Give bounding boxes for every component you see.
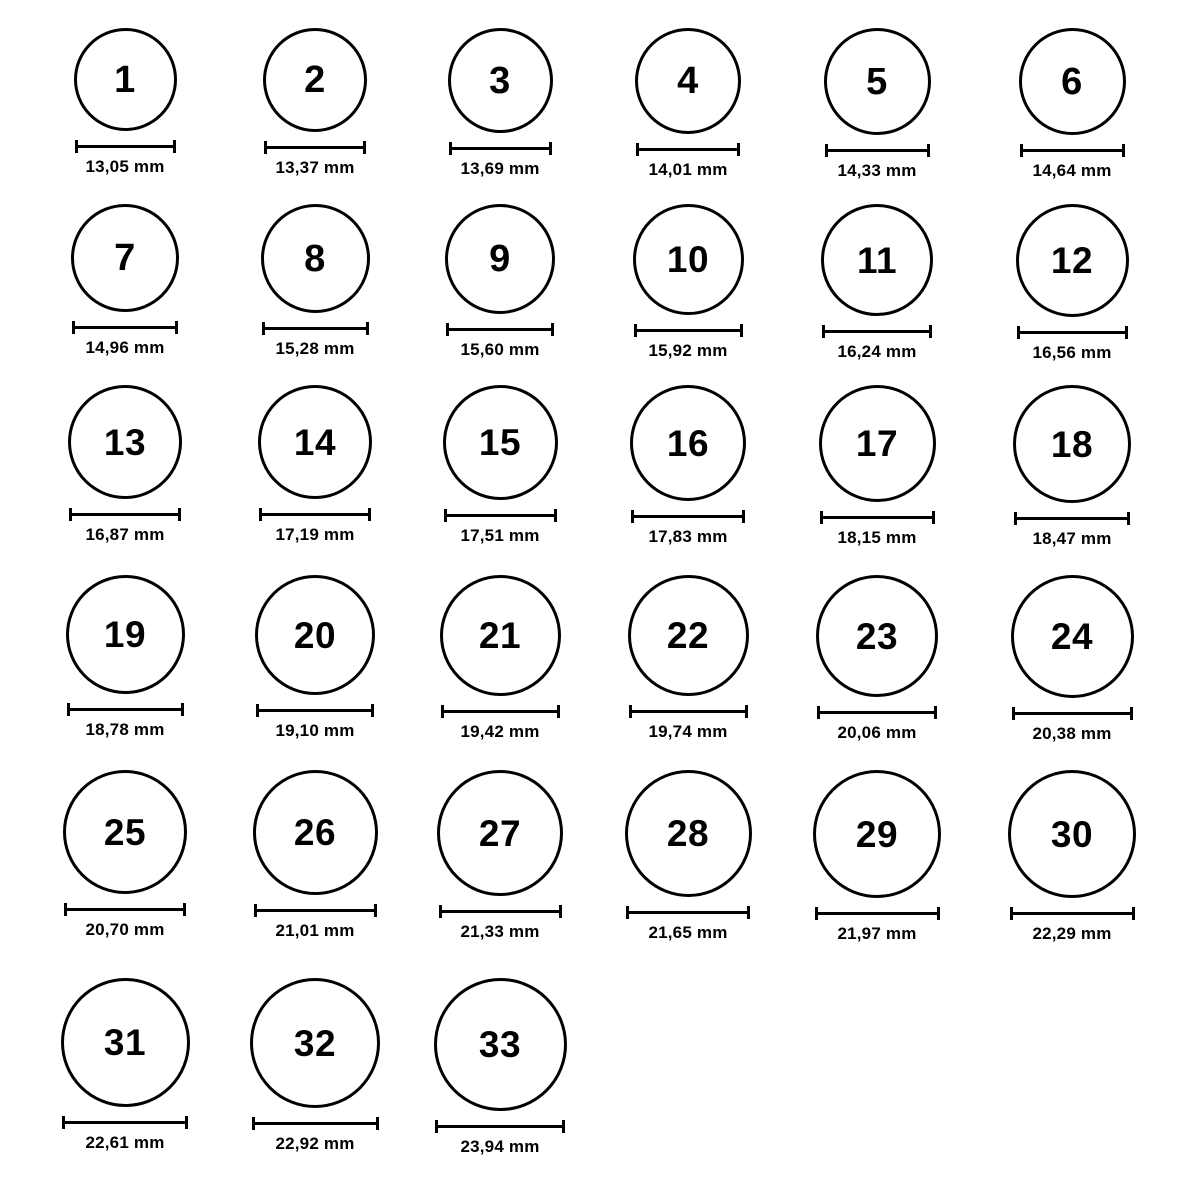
diameter-label: 17,83 mm xyxy=(648,527,728,546)
diameter-label: 17,19 mm xyxy=(275,525,355,544)
ring-circle xyxy=(633,204,744,315)
ring-circle xyxy=(63,770,187,894)
ring-circle xyxy=(1013,385,1131,503)
measure-cap-left xyxy=(72,321,75,334)
measure-cap-left xyxy=(444,509,447,522)
diameter-label: 15,60 mm xyxy=(460,340,540,359)
ring-size-number: 19 xyxy=(103,614,147,655)
ring-circle xyxy=(635,28,741,134)
measure-cap-right xyxy=(371,704,374,717)
ring-circle xyxy=(440,575,561,696)
ring-circle xyxy=(71,204,179,312)
ring-circle xyxy=(630,385,746,501)
ring-size-number: 4 xyxy=(677,60,699,102)
ring-size-number: 20 xyxy=(293,614,337,656)
ring-size-cell xyxy=(448,28,553,179)
ring-circle xyxy=(816,575,938,697)
diameter-measure-bar xyxy=(254,904,377,915)
ring-circle xyxy=(1019,28,1126,135)
measure-cap-right xyxy=(742,510,745,523)
ring-size-number: 24 xyxy=(1050,616,1094,657)
measure-rule xyxy=(1017,331,1128,334)
diameter-measure-bar xyxy=(1017,326,1128,337)
measure-cap-right xyxy=(740,324,743,337)
diameter-measure-bar xyxy=(1020,144,1125,155)
ring-size-number: 11 xyxy=(856,239,898,281)
measure-cap-right xyxy=(1125,326,1128,339)
ring-circle xyxy=(74,28,177,131)
measure-rule xyxy=(815,912,940,915)
ring-size-cell xyxy=(635,28,741,180)
diameter-measure-bar xyxy=(1010,907,1135,918)
diameter-measure-bar xyxy=(1012,707,1133,718)
ring-circle xyxy=(1011,575,1134,698)
diameter-label: 20,38 mm xyxy=(1032,724,1112,743)
measure-cap-left xyxy=(634,324,637,337)
ring-size-number: 6 xyxy=(1061,60,1083,103)
ring-circle xyxy=(625,770,752,897)
measure-cap-right xyxy=(551,323,554,336)
measure-rule xyxy=(629,710,748,713)
measure-rule xyxy=(62,1121,188,1124)
diameter-label: 22,61 mm xyxy=(85,1133,165,1152)
measure-cap-left xyxy=(825,144,828,157)
measure-cap-right xyxy=(374,904,377,917)
diameter-measure-bar xyxy=(825,144,930,155)
measure-cap-left xyxy=(626,906,629,919)
diameter-measure-bar xyxy=(822,325,932,336)
diameter-label: 16,24 mm xyxy=(837,342,917,361)
measure-cap-right xyxy=(747,906,750,919)
ring-circle xyxy=(61,978,190,1107)
measure-cap-left xyxy=(64,903,67,916)
ring-circle xyxy=(250,978,380,1108)
diameter-label: 21,65 mm xyxy=(648,923,728,942)
measure-rule xyxy=(254,909,377,912)
ring-circle xyxy=(824,28,931,135)
measure-cap-right xyxy=(1130,707,1133,720)
measure-cap-left xyxy=(446,323,449,336)
measure-cap-right xyxy=(181,703,184,716)
diameter-measure-bar xyxy=(435,1120,565,1131)
diameter-measure-bar xyxy=(62,1116,188,1127)
ring-size-cell xyxy=(628,575,749,742)
diameter-label: 21,33 mm xyxy=(460,922,540,941)
measure-rule xyxy=(1010,912,1135,915)
diameter-measure-bar xyxy=(1014,512,1130,523)
measure-rule xyxy=(72,326,178,329)
ring-circle xyxy=(263,28,367,132)
diameter-label: 23,94 mm xyxy=(460,1137,540,1156)
measure-rule xyxy=(1014,517,1130,520)
measure-cap-left xyxy=(259,508,262,521)
ring-size-number: 17 xyxy=(855,423,899,464)
ring-size-number: 8 xyxy=(304,237,326,280)
measure-rule xyxy=(820,516,935,519)
measure-cap-right xyxy=(737,143,740,156)
diameter-label: 14,01 mm xyxy=(648,160,728,179)
ring-size-number: 1 xyxy=(114,58,136,101)
ring-size-number: 30 xyxy=(1050,813,1094,855)
measure-cap-right xyxy=(554,509,557,522)
measure-rule xyxy=(822,330,932,333)
ring-size-cell xyxy=(263,28,367,178)
measure-rule xyxy=(636,148,740,151)
diameter-measure-bar xyxy=(631,510,745,521)
ring-size-cell xyxy=(434,978,567,1157)
diameter-label: 19,42 mm xyxy=(460,722,540,741)
diameter-label: 19,10 mm xyxy=(275,721,355,740)
ring-size-cell xyxy=(813,770,941,944)
ring-size-cell xyxy=(255,575,375,741)
ring-size-number: 14 xyxy=(293,421,337,463)
ring-size-number: 9 xyxy=(489,238,511,280)
measure-rule xyxy=(444,514,557,517)
measure-cap-left xyxy=(815,907,818,920)
diameter-label: 14,33 mm xyxy=(837,161,917,180)
diameter-label: 19,74 mm xyxy=(648,722,728,741)
measure-rule xyxy=(256,709,374,712)
ring-size-number: 3 xyxy=(489,59,511,102)
diameter-measure-bar xyxy=(820,511,935,522)
diameter-measure-bar xyxy=(252,1117,379,1128)
diameter-label: 15,92 mm xyxy=(648,341,728,360)
measure-cap-left xyxy=(262,322,265,335)
measure-cap-right xyxy=(929,325,932,338)
measure-cap-left xyxy=(264,141,267,154)
measure-cap-left xyxy=(75,140,78,153)
ring-circle xyxy=(819,385,936,502)
ring-circle xyxy=(434,978,567,1111)
diameter-label: 22,92 mm xyxy=(275,1134,355,1153)
diameter-label: 13,05 mm xyxy=(85,157,165,176)
measure-rule xyxy=(825,149,930,152)
ring-circle xyxy=(448,28,553,133)
diameter-label: 17,51 mm xyxy=(460,526,540,545)
ring-size-cell xyxy=(443,385,558,546)
ring-circle xyxy=(68,385,182,499)
measure-cap-right xyxy=(376,1117,379,1130)
measure-rule xyxy=(1020,149,1125,152)
ring-size-number: 21 xyxy=(478,615,522,656)
measure-cap-right xyxy=(1132,907,1135,920)
measure-cap-right xyxy=(562,1120,565,1133)
ring-circle xyxy=(261,204,370,313)
measure-cap-left xyxy=(822,325,825,338)
measure-cap-left xyxy=(69,508,72,521)
ring-size-cell xyxy=(821,204,933,362)
ring-size-number: 7 xyxy=(114,237,136,279)
diameter-measure-bar xyxy=(72,321,178,332)
ring-size-cell xyxy=(437,770,563,942)
measure-cap-right xyxy=(366,322,369,335)
measure-cap-right xyxy=(173,140,176,153)
ring-size-cell xyxy=(625,770,752,943)
diameter-measure-bar xyxy=(64,903,186,914)
ring-size-number: 25 xyxy=(103,811,147,853)
measure-cap-left xyxy=(820,511,823,524)
ring-size-cell xyxy=(824,28,931,181)
diameter-measure-bar xyxy=(817,706,937,717)
measure-cap-right xyxy=(932,511,935,524)
diameter-label: 16,87 mm xyxy=(85,525,165,544)
measure-rule xyxy=(262,327,369,330)
ring-size-number: 2 xyxy=(304,59,326,101)
measure-cap-left xyxy=(817,706,820,719)
ring-size-number: 22 xyxy=(666,615,710,656)
ring-size-cell xyxy=(440,575,561,742)
measure-rule xyxy=(435,1125,565,1128)
measure-rule xyxy=(626,911,750,914)
ring-size-cell xyxy=(445,204,555,360)
diameter-measure-bar xyxy=(256,704,374,715)
ring-size-cell xyxy=(74,28,177,177)
diameter-measure-bar xyxy=(444,509,557,520)
diameter-label: 21,01 mm xyxy=(275,921,355,940)
diameter-measure-bar xyxy=(262,322,369,333)
ring-size-number: 10 xyxy=(666,239,710,280)
diameter-measure-bar xyxy=(439,905,562,916)
measure-rule xyxy=(67,708,184,711)
diameter-measure-bar xyxy=(69,508,181,519)
ring-circle xyxy=(628,575,749,696)
ring-size-cell xyxy=(816,575,938,743)
ring-circle xyxy=(813,770,941,898)
measure-rule xyxy=(75,145,176,148)
measure-cap-right xyxy=(937,907,940,920)
ring-size-number: 5 xyxy=(866,60,888,103)
ring-size-cell xyxy=(1016,204,1129,363)
measure-cap-left xyxy=(1020,144,1023,157)
measure-cap-right xyxy=(927,144,930,157)
diameter-label: 14,96 mm xyxy=(85,338,165,357)
ring-size-number: 31 xyxy=(103,1022,147,1063)
ring-size-cell xyxy=(253,770,378,941)
measure-rule xyxy=(64,908,186,911)
ring-size-cell xyxy=(258,385,372,545)
ring-circle xyxy=(437,770,563,896)
measure-cap-right xyxy=(185,1116,188,1129)
measure-rule xyxy=(631,515,745,518)
ring-size-cell xyxy=(1013,385,1131,549)
diameter-measure-bar xyxy=(634,324,743,335)
diameter-label: 22,29 mm xyxy=(1032,924,1112,943)
measure-rule xyxy=(446,328,554,331)
ring-size-cell xyxy=(633,204,744,361)
ring-size-number: 26 xyxy=(293,812,337,853)
diameter-label: 16,56 mm xyxy=(1032,343,1112,362)
measure-cap-left xyxy=(1017,326,1020,339)
ring-size-number: 28 xyxy=(666,813,710,854)
diameter-label: 18,15 mm xyxy=(837,528,917,547)
measure-rule xyxy=(264,146,366,149)
measure-rule xyxy=(259,513,371,516)
diameter-measure-bar xyxy=(629,705,748,716)
measure-rule xyxy=(634,329,743,332)
ring-size-cell xyxy=(1011,575,1134,744)
measure-rule xyxy=(252,1122,379,1125)
diameter-label: 13,37 mm xyxy=(275,158,355,177)
ring-circle xyxy=(258,385,372,499)
measure-cap-left xyxy=(62,1116,65,1129)
ring-circle xyxy=(1016,204,1129,317)
ring-size-number: 18 xyxy=(1050,423,1094,465)
ring-size-cell xyxy=(68,385,182,545)
ring-circle xyxy=(821,204,933,316)
diameter-label: 20,06 mm xyxy=(837,723,917,742)
ring-size-number: 33 xyxy=(478,1024,522,1065)
measure-cap-left xyxy=(441,705,444,718)
diameter-measure-bar xyxy=(815,907,940,918)
diameter-label: 14,64 mm xyxy=(1032,161,1112,180)
ring-size-cell xyxy=(71,204,179,358)
measure-cap-left xyxy=(449,142,452,155)
diameter-measure-bar xyxy=(636,143,740,154)
measure-rule xyxy=(69,513,181,516)
measure-cap-right xyxy=(557,705,560,718)
diameter-label: 18,47 mm xyxy=(1032,529,1112,548)
ring-circle xyxy=(255,575,375,695)
ring-size-cell xyxy=(250,978,380,1154)
ring-circle xyxy=(253,770,378,895)
ring-size-number: 23 xyxy=(855,615,899,657)
measure-rule xyxy=(439,910,562,913)
ring-size-number: 16 xyxy=(666,422,710,464)
diameter-measure-bar xyxy=(626,906,750,917)
ring-size-number: 32 xyxy=(293,1022,337,1064)
ring-circle xyxy=(66,575,185,694)
measure-cap-right xyxy=(1127,512,1130,525)
measure-cap-left xyxy=(67,703,70,716)
diameter-label: 15,28 mm xyxy=(275,339,355,358)
ring-size-cell xyxy=(1019,28,1126,181)
measure-rule xyxy=(817,711,937,714)
ring-size-number: 12 xyxy=(1050,240,1094,281)
measure-cap-right xyxy=(745,705,748,718)
diameter-label: 13,69 mm xyxy=(460,159,540,178)
measure-cap-right xyxy=(549,142,552,155)
ring-size-cell xyxy=(66,575,185,740)
ring-size-cell xyxy=(819,385,936,548)
measure-cap-left xyxy=(1010,907,1013,920)
diameter-measure-bar xyxy=(441,705,560,716)
ring-circle xyxy=(1008,770,1136,898)
measure-cap-left xyxy=(631,510,634,523)
measure-cap-left xyxy=(252,1117,255,1130)
measure-cap-left xyxy=(629,705,632,718)
measure-cap-right xyxy=(559,905,562,918)
diameter-measure-bar xyxy=(75,140,176,151)
measure-cap-right xyxy=(934,706,937,719)
measure-rule xyxy=(449,147,552,150)
ring-size-cell xyxy=(261,204,370,359)
measure-cap-right xyxy=(363,141,366,154)
ring-size-number: 29 xyxy=(855,813,899,855)
measure-cap-left xyxy=(1014,512,1017,525)
measure-cap-right xyxy=(175,321,178,334)
ring-size-cell xyxy=(61,978,190,1153)
ring-size-number: 15 xyxy=(478,422,522,463)
diameter-measure-bar xyxy=(264,141,366,152)
ring-circle xyxy=(443,385,558,500)
measure-cap-right xyxy=(183,903,186,916)
ring-size-cell xyxy=(1008,770,1136,944)
measure-cap-left xyxy=(636,143,639,156)
measure-cap-right xyxy=(178,508,181,521)
diameter-measure-bar xyxy=(259,508,371,519)
diameter-measure-bar xyxy=(449,142,552,153)
ring-size-cell xyxy=(63,770,187,940)
measure-cap-left xyxy=(1012,707,1015,720)
diameter-measure-bar xyxy=(67,703,184,714)
ring-size-number: 27 xyxy=(478,812,522,854)
measure-cap-right xyxy=(1122,144,1125,157)
measure-cap-right xyxy=(368,508,371,521)
measure-cap-left xyxy=(435,1120,438,1133)
measure-cap-left xyxy=(256,704,259,717)
diameter-label: 18,78 mm xyxy=(85,720,165,739)
measure-rule xyxy=(441,710,560,713)
measure-rule xyxy=(1012,712,1133,715)
diameter-label: 20,70 mm xyxy=(85,920,165,939)
ring-size-cell xyxy=(630,385,746,547)
ring-size-number: 13 xyxy=(103,421,147,463)
measure-cap-left xyxy=(439,905,442,918)
diameter-label: 21,97 mm xyxy=(837,924,917,943)
diameter-measure-bar xyxy=(446,323,554,334)
ring-circle xyxy=(445,204,555,314)
measure-cap-left xyxy=(254,904,257,917)
